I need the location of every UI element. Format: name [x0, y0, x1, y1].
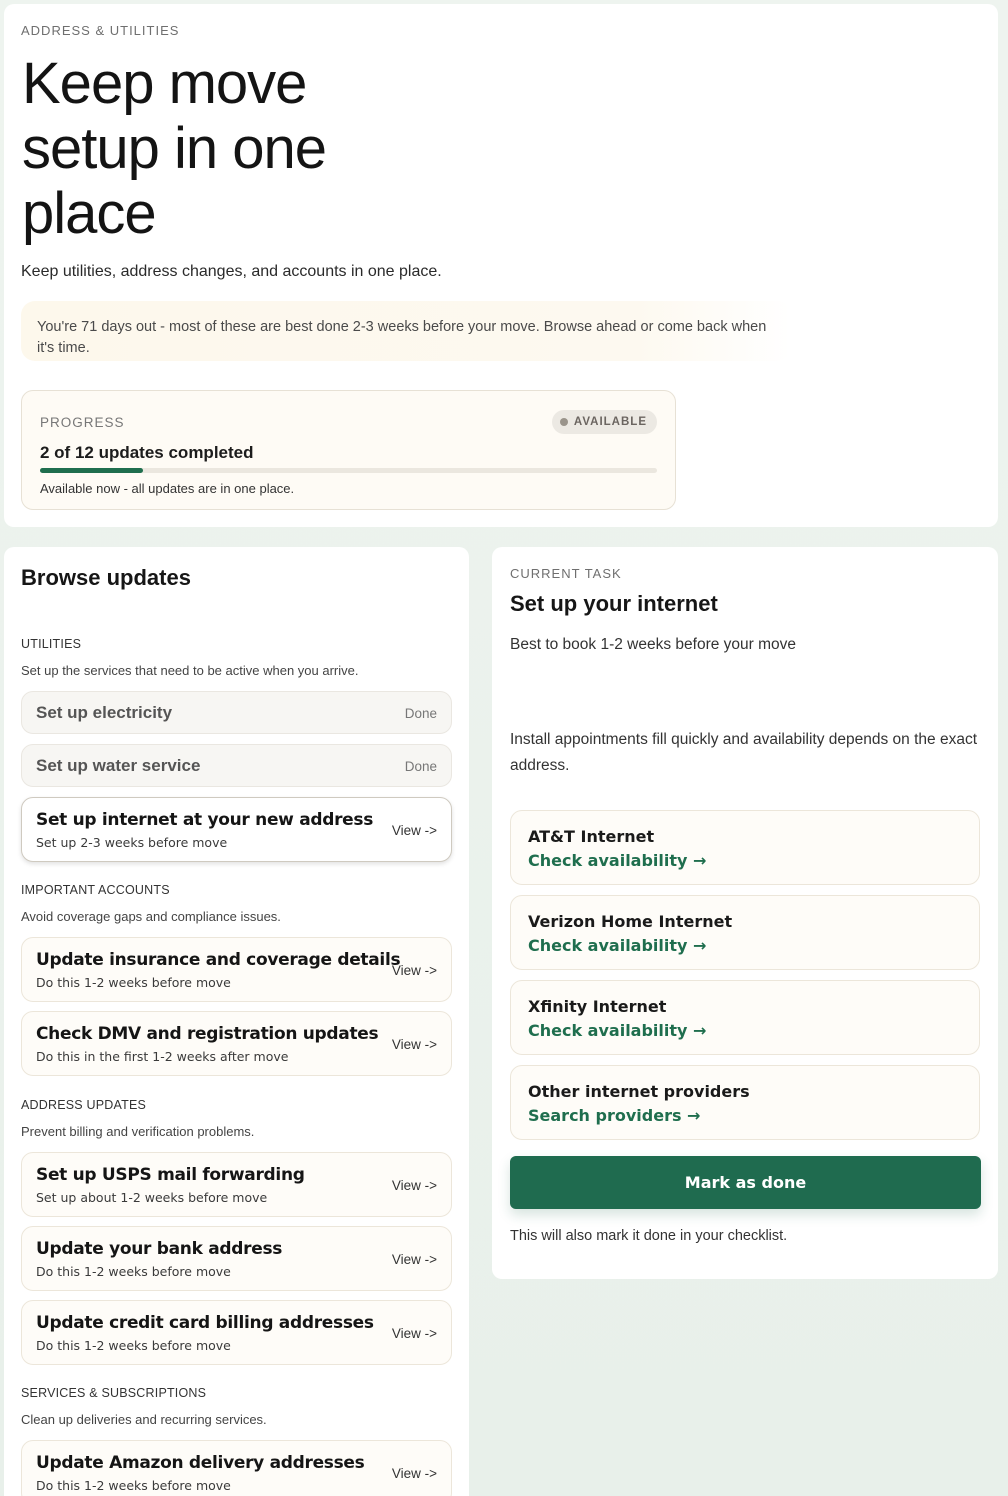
- provider-card-other[interactable]: [510, 1065, 980, 1140]
- progress-label: PROGRESS: [40, 415, 125, 430]
- task-item-timing: Do this 1-2 weeks before move: [36, 975, 231, 990]
- task-eyebrow: CURRENT TASK: [510, 566, 622, 581]
- task-item-insurance[interactable]: [21, 937, 452, 1002]
- provider-card-att[interactable]: [510, 810, 980, 885]
- mark-done-note: This will also mark it done in your checklist.: [510, 1228, 788, 1244]
- view-link[interactable]: View ->: [391, 1178, 437, 1193]
- progress-bar-fill: [40, 468, 143, 473]
- provider-name: AT&T Internet: [528, 827, 655, 846]
- task-item-title: Update credit card billing addresses: [36, 1313, 374, 1333]
- task-item-timing: Do this in the first 1-2 weeks after move: [36, 1049, 289, 1064]
- task-item-timing: Set up 2-3 weeks before move: [36, 835, 228, 850]
- progress-count: 2 of 12 updates completed: [40, 443, 254, 462]
- hero-card: [4, 4, 998, 527]
- provider-name: Xfinity Internet: [528, 997, 667, 1016]
- check-availability-link[interactable]: Check availability →: [528, 936, 707, 955]
- task-item-timing: Set up about 1-2 weeks before move: [36, 1190, 268, 1205]
- progress-card: [21, 390, 676, 510]
- current-task-panel: [492, 547, 998, 1279]
- task-note: Install appointments fill quickly and availability depends on the exact address.: [510, 731, 977, 774]
- timing-notice: You're 71 days out - most of these are best done 2-3 weeks before your move. Browse ahead or come back when it's time.: [21, 301, 791, 361]
- task-item-title: Set up electricity: [36, 703, 173, 722]
- task-item-title: Check DMV and registration updates: [36, 1024, 379, 1044]
- provider-name: Verizon Home Internet: [528, 912, 733, 931]
- browse-title: Browse updates: [21, 565, 191, 590]
- task-item-internet[interactable]: [21, 797, 452, 862]
- status-dot-icon: [560, 418, 568, 426]
- section-description: Set up the services that need to be active when you arrive.: [21, 663, 359, 678]
- task-timing: Best to book 1-2 weeks before your move: [510, 636, 797, 653]
- view-link[interactable]: View ->: [391, 963, 437, 978]
- task-item-dmv[interactable]: [21, 1011, 452, 1076]
- section-description: Avoid coverage gaps and compliance issues.: [21, 909, 281, 924]
- task-item-title: Set up internet at your new address: [36, 810, 374, 830]
- section-services-subscriptions: [21, 1386, 453, 1427]
- task-item-status: Done: [404, 706, 437, 721]
- task-item-usps[interactable]: [21, 1152, 452, 1217]
- search-providers-link[interactable]: Search providers →: [528, 1106, 701, 1125]
- section-name: SERVICES & SUBSCRIPTIONS: [21, 1386, 207, 1400]
- mark-as-done-button[interactable]: Mark as done: [510, 1156, 981, 1209]
- task-item-water[interactable]: [21, 744, 452, 787]
- page-subtitle: Keep utilities, address changes, and accounts in one place.: [21, 263, 442, 280]
- task-item-amazon[interactable]: [21, 1440, 452, 1496]
- task-item-title: Update insurance and coverage details: [36, 950, 401, 970]
- task-item-credit-card[interactable]: [21, 1300, 452, 1365]
- view-link[interactable]: View ->: [391, 1037, 437, 1052]
- task-item-status: Done: [404, 759, 437, 774]
- section-important-accounts: [21, 883, 453, 924]
- task-item-timing: Do this 1-2 weeks before move: [36, 1338, 231, 1353]
- provider-card-xfinity[interactable]: [510, 980, 980, 1055]
- section-name: UTILITIES: [21, 637, 82, 651]
- section-utilities: [21, 637, 453, 678]
- status-badge-label: AVAILABLE: [573, 416, 647, 428]
- task-item-title: Set up USPS mail forwarding: [36, 1165, 305, 1185]
- task-item-timing: Do this 1-2 weeks before move: [36, 1264, 231, 1279]
- task-item-bank[interactable]: [21, 1226, 452, 1291]
- task-item-electricity[interactable]: [21, 691, 452, 734]
- check-availability-link[interactable]: Check availability →: [528, 851, 707, 870]
- browse-updates-panel: [4, 547, 469, 1496]
- status-badge: [552, 410, 657, 434]
- progress-note: Available now - all updates are in one place.: [40, 481, 295, 496]
- view-link[interactable]: View ->: [391, 823, 437, 838]
- task-item-title: Update your bank address: [36, 1239, 283, 1259]
- section-description: Prevent billing and verification problems.: [21, 1124, 255, 1139]
- view-link[interactable]: View ->: [391, 1326, 437, 1341]
- task-item-title: Update Amazon delivery addresses: [36, 1453, 365, 1473]
- view-link[interactable]: View ->: [391, 1252, 437, 1267]
- progress-bar: [40, 468, 657, 473]
- check-availability-link[interactable]: Check availability →: [528, 1021, 707, 1040]
- page-title: Keep move setup in one place: [22, 51, 327, 246]
- section-description: Clean up deliveries and recurring services.: [21, 1412, 267, 1427]
- section-address-updates: [21, 1098, 453, 1139]
- task-item-timing: Do this 1-2 weeks before move: [36, 1478, 231, 1493]
- provider-name: Other internet providers: [528, 1082, 750, 1101]
- section-name: IMPORTANT ACCOUNTS: [21, 883, 170, 897]
- provider-card-verizon[interactable]: [510, 895, 980, 970]
- task-item-title: Set up water service: [36, 756, 201, 775]
- section-name: ADDRESS UPDATES: [21, 1098, 147, 1112]
- hero-eyebrow: ADDRESS & UTILITIES: [21, 23, 180, 38]
- view-link[interactable]: View ->: [391, 1466, 437, 1481]
- task-title: Set up your internet: [510, 591, 718, 616]
